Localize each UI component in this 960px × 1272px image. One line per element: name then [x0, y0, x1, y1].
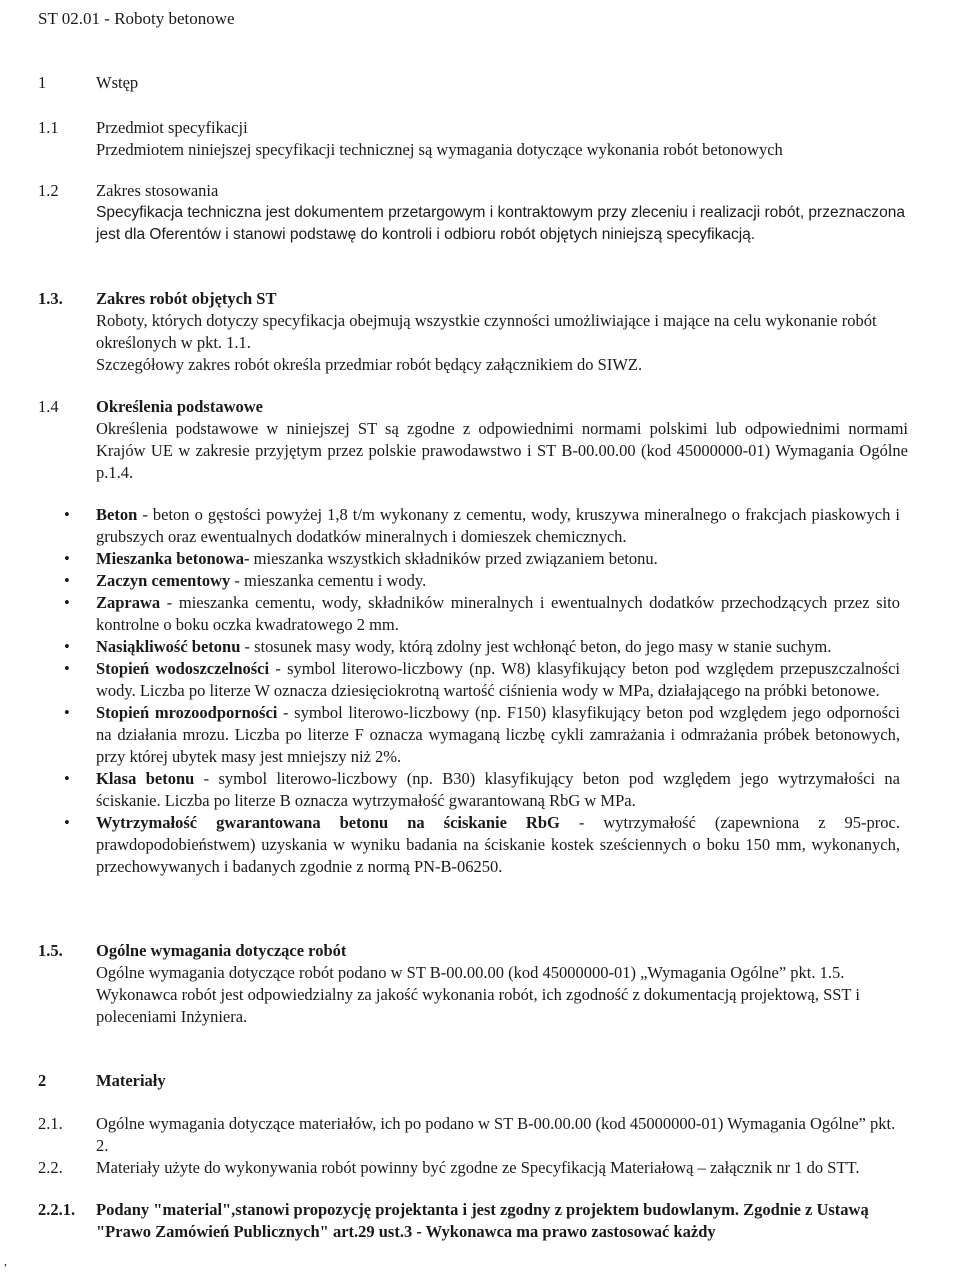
section-2-2	[38, 1157, 908, 1179]
section-text: Ogólne wymagania dotyczące materiałów, ich po podano w ST B-00.00.00 (kod 45000000-01) Wymagania Ogólne” pkt. 2.	[96, 1114, 896, 1155]
definition-term: Mieszanka betonowa-	[96, 549, 250, 568]
section-number: 1.1	[38, 118, 59, 137]
section-text: Określenia podstawowe w niniejszej ST są zgodne z odpowiednimi normami polskimi lub odpowiednimi normami Krajów UE w zakresie przyjętym przez polskie prawodawstwo i ST B-00.00.00 (kod 45000000-01) Wymagania Ogólne p.1.4.	[96, 419, 908, 482]
definitions-list	[58, 504, 900, 878]
section-title: Materiały	[96, 1071, 166, 1090]
definition-text: - stosunek masy wody, którą zdolny jest wchłonąć beton, do jego masy w stanie suchym.	[240, 637, 832, 656]
definition-item	[58, 636, 900, 658]
section-text: Specyfikacja techniczna jest dokumentem przetargowym i kontraktowym przy zleceniu i realizacji robót, przeznaczona jest dla Oferentów i stanowi podstawę do kontroli i odbioru robót objętych niniejszą specyfikacją.	[96, 204, 905, 243]
definition-term: Stopień wodoszczelności	[96, 659, 270, 678]
definition-item	[58, 548, 900, 570]
definition-text: - wytrzymałość (zapewniona z 95-proc. prawdopodobieństwem) uzyskania w wyniku badania na ściskanie kostek sześciennych o boku 150 mm, wykonanych, przechowywanych i badanych zgodnie z normą PN-B-06250.	[96, 813, 900, 876]
definition-term: Nasiąkliwość betonu	[96, 637, 241, 656]
section-2	[38, 1070, 908, 1092]
section-1-3	[38, 288, 908, 376]
definition-text: mieszanka wszystkich składników przed związaniem betonu.	[249, 549, 658, 568]
section-text: Podany "material",stanowi propozycję projektanta i jest zgodny z projektem budowlanym. Zgodnie z Ustawą "Prawo Zamówień Publicznych" art.29 ust.3 - Wykonawca ma prawo zastosować każdy	[96, 1200, 869, 1241]
definition-item	[58, 592, 900, 636]
section-2-1	[38, 1113, 908, 1157]
section-title: Zakres robót objętych ST	[96, 289, 277, 308]
definition-term: Beton	[96, 505, 138, 524]
section-title: Ogólne wymagania dotyczące robót	[96, 941, 347, 960]
section-1-1	[38, 117, 908, 161]
section-number: 2.2.	[38, 1158, 63, 1177]
definition-item	[58, 504, 900, 548]
definition-text: - beton o gęstości powyżej 1,8 t/m wykonany z cementu, wody, kruszywa mineralnego o frakcjach piaskowych i grubszych oraz ewentualnych dodatków mineralnych i domieszek chemicznych.	[96, 505, 900, 546]
definition-term: Zaprawa	[96, 593, 161, 612]
definition-item	[58, 702, 900, 768]
section-text: Szczegółowy zakres robót określa przedmiar robót będący załącznikiem do SIWZ.	[96, 355, 643, 374]
section-text: Ogólne wymagania dotyczące robót podano w ST B-00.00.00 (kod 45000000-01) „Wymagania Ogólne” pkt. 1.5.	[96, 963, 845, 982]
definition-text: - symbol literowo-liczbowy (np. W8) klasyfikujący beton pod względem przepuszczalności wody. Liczba po literze W oznacza dziesięciokrotną wartość ciśnienia wody w MPa, działającego na próbki betonowe.	[96, 659, 900, 700]
definition-item	[58, 768, 900, 812]
section-title: Zakres stosowania	[96, 181, 219, 200]
section-text: Wykonawca robót jest odpowiedzialny za jakość wykonania robót, ich zgodność z dokumentacją projektową, SST i poleceniami Inżyniera.	[96, 985, 860, 1026]
section-title: Wstęp	[96, 73, 139, 92]
section-text: Roboty, których dotyczy specyfikacja obejmują wszystkie czynności umożliwiające i mające na celu wykonanie robót określonych w pkt. 1.1.	[96, 311, 877, 352]
section-number: 2.1.	[38, 1114, 63, 1133]
definition-item	[58, 570, 900, 592]
margin-mark: ,	[4, 1254, 7, 1268]
section-number: 1.2	[38, 181, 59, 200]
definition-term: Stopień mrozoodporności	[96, 703, 278, 722]
section-text: Przedmiotem niniejszej specyfikacji technicznej są wymagania dotyczące wykonania robót betonowych	[96, 140, 783, 159]
section-number: 2	[38, 1071, 47, 1090]
section-1-2	[38, 180, 908, 246]
page-header: ST 02.01 - Roboty betonowe	[38, 9, 235, 28]
section-number: 1.4	[38, 397, 59, 416]
definition-item	[58, 812, 900, 878]
definition-text: - mieszanka cementu, wody, składników mineralnych i ewentualnych dodatków przechodzących przez sito kontrolne o boku oczka kwadratowego 2 mm.	[96, 593, 900, 634]
definition-term: Klasa betonu	[96, 769, 195, 788]
section-number: 2.2.1.	[38, 1200, 76, 1219]
section-2-2-1	[38, 1199, 908, 1243]
section-number: 1.5.	[38, 941, 63, 960]
section-1	[38, 72, 908, 94]
section-text: Materiały użyte do wykonywania robót powinny być zgodne ze Specyfikacją Materiałową – załącznik nr 1 do STT.	[96, 1158, 860, 1177]
section-1-5	[38, 940, 908, 1028]
section-title: Przedmiot specyfikacji	[96, 118, 248, 137]
section-number: 1	[38, 73, 47, 92]
definition-text: - symbol literowo-liczbowy (np. B30) klasyfikujący beton pod względem jego wytrzymałości na ściskanie. Liczba po literze B oznacza wytrzymałość gwarantowaną RbG w MPa.	[96, 769, 900, 810]
section-title: Określenia podstawowe	[96, 397, 263, 416]
definition-text: - symbol literowo-liczbowy (np. F150) klasyfikujący beton pod względem jego odporności na działania mrozu. Liczba po literze F oznacza wymaganą liczbę cykli zamrażania i odmrażania próbek betonowych, przy której ubytek masy jest mniejszy niż 2%.	[96, 703, 900, 766]
definition-item	[58, 658, 900, 702]
section-number: 1.3.	[38, 289, 63, 308]
definition-term: Wytrzymałość gwarantowana betonu na ściskanie RbG	[96, 813, 560, 832]
section-1-4	[38, 396, 908, 484]
definition-term: Zaczyn cementowy	[96, 571, 231, 590]
definition-text: - mieszanka cementu i wody.	[230, 571, 427, 590]
